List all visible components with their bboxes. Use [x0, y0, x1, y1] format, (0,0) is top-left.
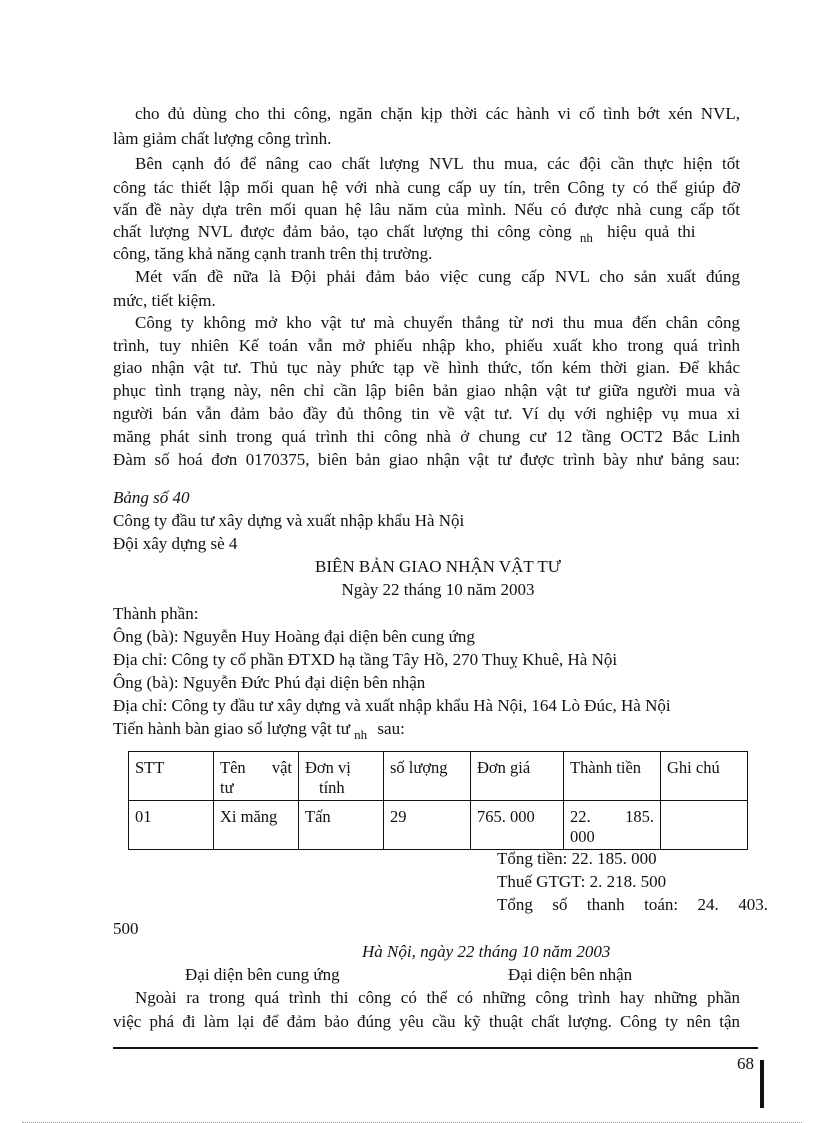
- total-amount: Tổng tiền: 22. 185. 000: [497, 849, 657, 868]
- cell-amount: [564, 801, 661, 850]
- footer-rule: [113, 1047, 758, 1049]
- body-line: công, tăng khả năng cạnh tranh trên thị trường.: [113, 244, 433, 263]
- header-unit-b: tính: [319, 778, 345, 797]
- handover-line: [113, 718, 405, 741]
- body-line: Bên cạnh đó để nâng cao chất lượng NVL thu mua, các đội cần thực hiện tốt: [135, 154, 740, 173]
- supplier-signature-label: Đại diện bên cung ứng: [185, 965, 340, 984]
- page-number: 68: [737, 1054, 754, 1073]
- place-date: Hà Nội, ngày 22 tháng 10 năm 2003: [362, 942, 611, 961]
- header-amount: Thành tiền: [564, 752, 661, 801]
- header-price: Đơn giá: [471, 752, 564, 801]
- handover-subscript: nh: [354, 727, 368, 742]
- body-line-part: hiệu quả thi: [607, 222, 696, 241]
- header-name-c: tư: [220, 778, 234, 797]
- grand-total-tail: 500: [113, 919, 139, 938]
- body-line: măng phát sinh trong quá trình thi công nhà ở chung cư 12 tầng OCT2 Bắc Linh: [113, 427, 740, 446]
- receiver-signature-label: Đại diện bên nhận: [508, 965, 633, 984]
- table-row: [129, 801, 748, 850]
- vat-amount: Thuế GTGT: 2. 218. 500: [497, 872, 667, 891]
- body-line-subscript: nh: [579, 230, 593, 245]
- handover-tail: sau:: [377, 719, 405, 738]
- header-qty: số lượng: [384, 752, 471, 801]
- grand-total-word: 24.: [697, 895, 719, 914]
- page-shadow-right: [760, 1060, 764, 1108]
- materials-table: [128, 751, 748, 850]
- grand-total-word: 403.: [738, 895, 768, 914]
- receiver-address: Địa chỉ: Công ty đầu tư xây dựng và xuất nhập khẩu Hà Nội, 164 Lò Đúc, Hà Nội: [113, 696, 671, 715]
- body-line: giao nhận vật tư. Thủ tục này phức tạp về hình thức, tốn kém thời gian. Để khắc: [113, 358, 740, 377]
- grand-total-word: Tổng: [497, 895, 533, 914]
- header-stt: STT: [129, 752, 214, 801]
- team-name: Đội xây dựng sè 4: [113, 534, 238, 553]
- header-name-a: Tên: [220, 758, 246, 777]
- body-line: công tác thiết lập mối quan hệ với nhà cung cấp uy tín, trên Công ty có thể giúp đỡ: [113, 178, 740, 197]
- body-line: Mét vấn đề nữa là Đội phải đảm bảo việc cung cấp NVL cho sản xuất đúng: [135, 267, 740, 286]
- closing-line: việc phá đi làm lại để đảm bảo đúng yêu cầu kỹ thuật chất lượng. Công ty nên tận: [113, 1012, 740, 1031]
- grand-total-word: thanh: [586, 895, 625, 914]
- receiver-person: Ông (bà): Nguyễn Đức Phú đại diện bên nhận: [113, 673, 426, 692]
- cell-amount-b: 185.: [625, 807, 654, 826]
- supplier-address: Địa chỉ: Công ty cổ phần ĐTXD hạ tầng Tây Hồ, 270 Thuỵ Khuê, Hà Nội: [113, 650, 618, 669]
- body-line: làm giảm chất lượng công trình.: [113, 129, 332, 148]
- body-line: vấn đề này dựa trên mối quan hệ lâu năm của mình. Nếu có được nhà cung cấp tốt: [113, 200, 740, 219]
- cell-qty: 29: [384, 801, 471, 850]
- header-unit-a: Đơn vị: [305, 758, 351, 777]
- company-name: Công ty đầu tư xây dựng và xuất nhập khẩu Hà Nội: [113, 511, 465, 530]
- body-line: [113, 221, 695, 244]
- form-date: Ngày 22 tháng 10 năm 2003: [341, 580, 535, 599]
- cell-amount-c: 000: [570, 827, 595, 846]
- members-label: Thành phần:: [113, 604, 199, 623]
- header-note: Ghi chú: [661, 752, 748, 801]
- supplier-person: Ông (bà): Nguyễn Huy Hoàng đại diện bên cung ứng: [113, 627, 475, 646]
- body-line-part: chất lượng NVL được đảm bảo, tạo chất lượng thi công còng: [113, 222, 572, 241]
- cell-unit: Tấn: [299, 801, 384, 850]
- cell-price: 765. 000: [471, 801, 564, 850]
- body-line: phục tình trạng này, nên chỉ cần lập biên bản giao nhận vật tư giữa người mua và: [113, 381, 740, 400]
- body-line: Đàm số hoá đơn 0170375, biên bản giao nhận vật tư được trình bày như bảng sau:: [113, 450, 740, 469]
- grand-total-word: số: [552, 895, 568, 914]
- table-label: Bảng số 40: [113, 488, 190, 507]
- cell-amount-a: 22.: [570, 807, 591, 826]
- closing-line: Ngoài ra trong quá trình thi công có thể có những công trình hay những phần: [135, 988, 740, 1007]
- table-header-row: [129, 752, 748, 801]
- header-name-b: vật: [271, 758, 292, 777]
- grand-total-word: toán:: [644, 895, 679, 914]
- body-line: Công ty không mở kho vật tư mà chuyển thẳng từ nơi thu mua đến chân công: [135, 313, 740, 332]
- grand-total: [497, 894, 768, 916]
- cell-note: [661, 801, 748, 850]
- body-line: người bán vẫn đảm bảo đầy đủ thông tin về vật tư. Ví dụ với nghiệp vụ mua xi: [113, 404, 740, 423]
- body-line: cho đủ dùng cho thi công, ngăn chặn kịp thời các hành vi cố tình bớt xén NVL,: [135, 104, 740, 123]
- header-unit: [299, 752, 384, 801]
- body-line: mức, tiết kiệm.: [113, 291, 216, 310]
- form-title: BIÊN BẢN GIAO NHẬN VẬT TƯ: [315, 557, 561, 576]
- cell-stt: 01: [129, 801, 214, 850]
- body-line: trình, tuy nhiên Kế toán vẫn mở phiếu nhập kho, phiếu xuất kho trong quá trình: [113, 336, 740, 355]
- handover-text: Tiến hành bàn giao số lượng vật tư: [113, 719, 350, 738]
- header-name: [214, 752, 299, 801]
- cell-name: Xi măng: [214, 801, 299, 850]
